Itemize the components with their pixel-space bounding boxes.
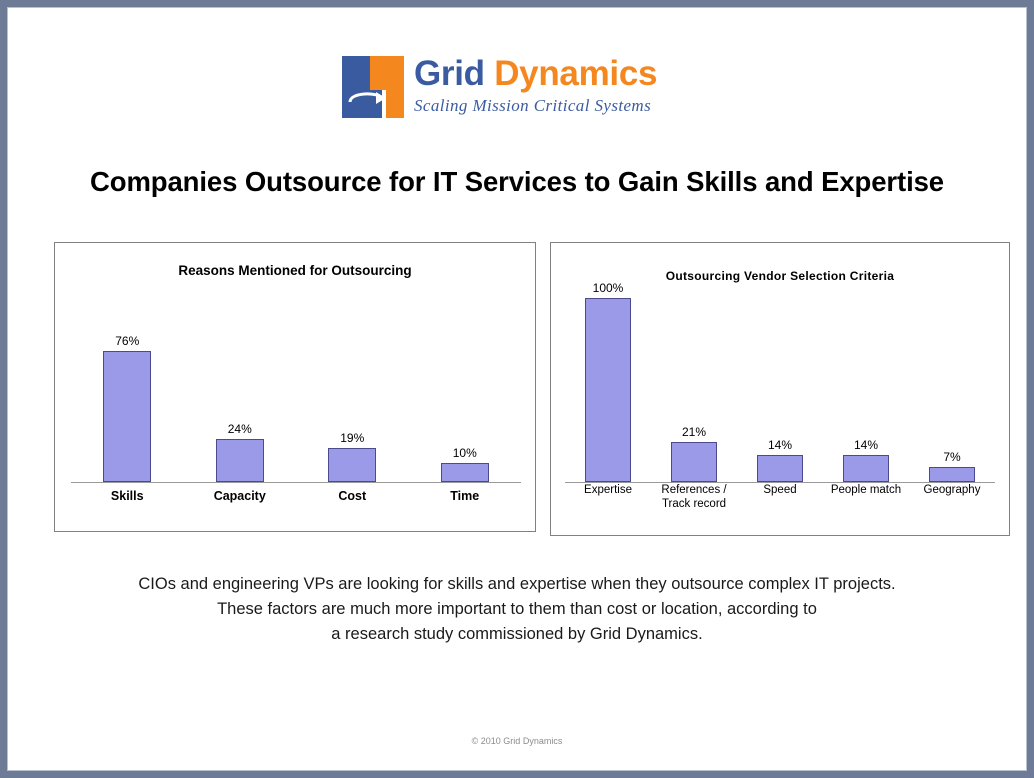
chart-panel-criteria	[550, 242, 1010, 536]
slide-caption	[8, 572, 1026, 647]
logo-title-dynamics: Dynamics	[494, 54, 658, 93]
bar	[103, 351, 151, 482]
bar	[585, 298, 631, 482]
chart-plot-left	[71, 283, 521, 483]
bar-slot	[651, 270, 737, 482]
copyright-footer: © 2010 Grid Dynamics	[471, 736, 563, 746]
bar-value-label: 7%	[943, 450, 961, 464]
bar	[328, 448, 376, 482]
logo-title-grid: Grid	[414, 54, 495, 93]
bar-slot	[565, 270, 651, 482]
bar-slot	[296, 282, 409, 482]
slide-canvas	[8, 8, 1026, 770]
bar-value-label: 24%	[227, 422, 252, 436]
bar-value-label: 14%	[767, 438, 793, 452]
category-label: Time	[450, 489, 480, 503]
brand-logo	[342, 54, 712, 130]
category-label: Capacity	[213, 489, 266, 503]
caption-line-2: These factors are much more important to them than cost or location, according to	[217, 600, 817, 618]
bar-value-label: 21%	[681, 425, 707, 439]
bar	[671, 442, 717, 482]
category-label: Speed	[763, 484, 797, 496]
logo-tagline: Scaling Mission Critical Systems	[414, 96, 652, 115]
chart-plot-right	[565, 271, 995, 483]
category-label: Skills	[110, 489, 144, 503]
bar-slot	[184, 282, 297, 482]
category-label: People match	[830, 484, 902, 496]
grid-dynamics-logo-icon	[342, 56, 404, 118]
bar-value-label: 76%	[115, 334, 140, 348]
chart-panel-reasons	[54, 242, 536, 532]
bar	[757, 455, 803, 482]
category-label: Cost	[338, 489, 367, 503]
category-label: References / Track record	[661, 484, 727, 510]
bar	[216, 439, 264, 482]
page-title: Companies Outsource for IT Services to Gain Skills and Expertise	[89, 166, 944, 197]
bar-slot	[71, 282, 184, 482]
bar-slot	[909, 270, 995, 482]
bar	[441, 463, 489, 482]
x-axis-line-left	[71, 482, 521, 483]
bar-value-label: 14%	[853, 438, 879, 452]
caption-line-1: CIOs and engineering VPs are looking for skills and expertise when they outsource complex IT projects.	[138, 575, 896, 593]
bar-group-left	[71, 282, 521, 482]
category-label: Expertise	[584, 484, 632, 496]
category-label: Geography	[923, 484, 981, 496]
chart-title-right: Outsourcing Vendor Selection Criteria	[665, 269, 895, 283]
bar-value-label: 19%	[340, 431, 365, 445]
bar-slot	[409, 282, 522, 482]
chart-title-left: Reasons Mentioned for Outsourcing	[178, 263, 412, 278]
logo-title	[414, 54, 714, 94]
bar	[929, 467, 975, 482]
category-labels-left	[71, 489, 521, 503]
caption-line-3: a research study commissioned by Grid Dynamics.	[331, 625, 703, 643]
category-labels-right	[565, 483, 995, 511]
bar-slot	[737, 270, 823, 482]
bar-group-right	[565, 270, 995, 482]
bar-slot	[823, 270, 909, 482]
bar	[843, 455, 889, 482]
bar-value-label: 100%	[592, 281, 624, 295]
bar-value-label: 10%	[452, 446, 477, 460]
arrow-icon	[348, 90, 388, 106]
